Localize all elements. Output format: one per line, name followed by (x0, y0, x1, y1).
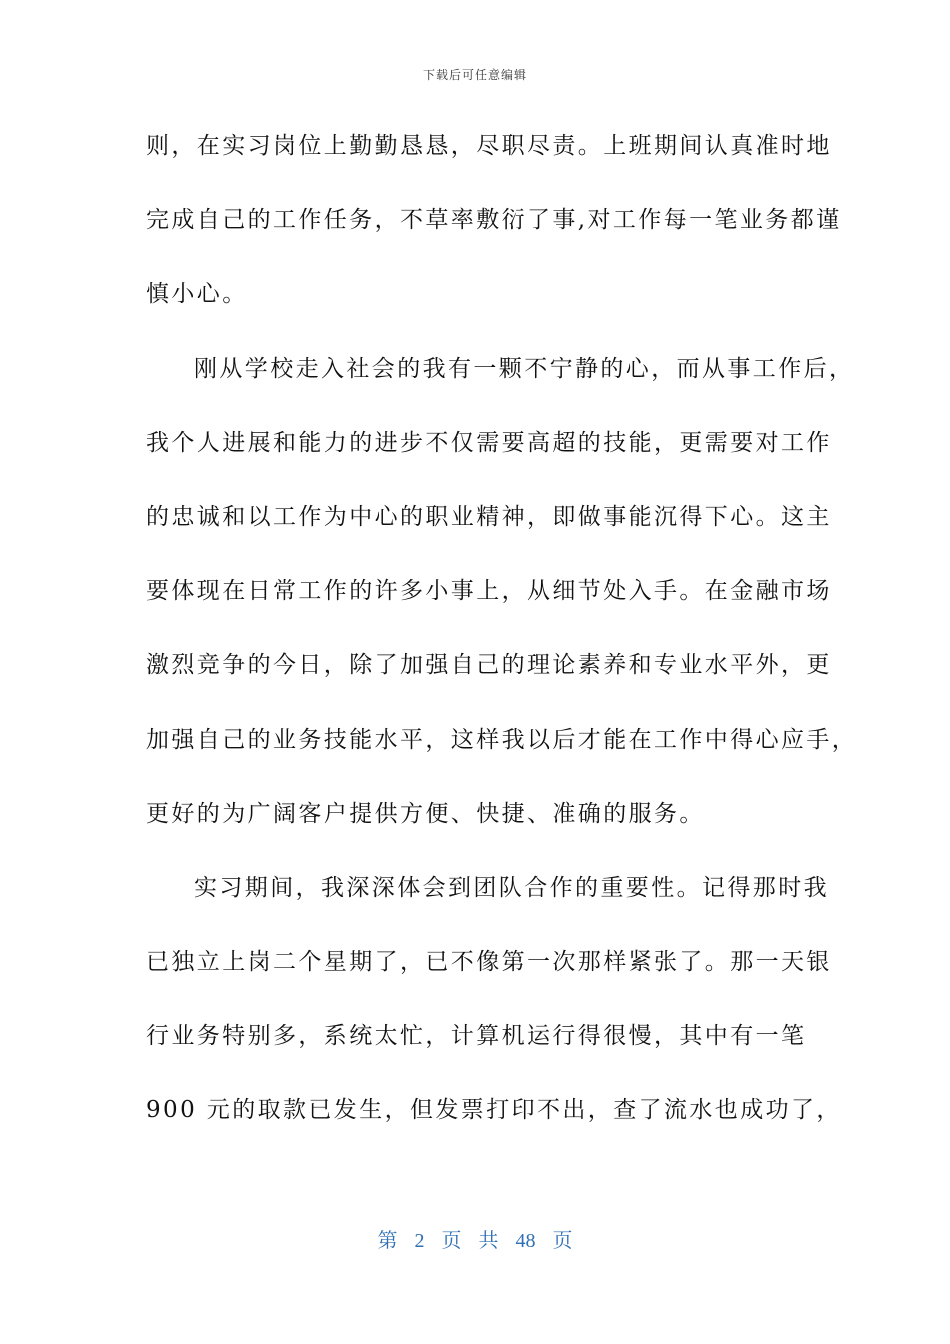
footer-total-pages: 48 (515, 1230, 536, 1252)
footer-label-pages-end: 页 (552, 1230, 573, 1252)
text-line: 激烈竞争的今日，除了加强自己的理论素养和专业水平外，更 (146, 652, 832, 679)
header-note: 下载后可任意编辑 (422, 68, 527, 82)
body-text (146, 122, 858, 1161)
text-line: 慎小心。 (146, 281, 248, 308)
text-line: 完成自己的工作任务，不草率敷衍了事,对工作每一笔业务都谨 (146, 207, 842, 234)
text-line: 行业务特别多，系统太忙，计算机运行得很慢，其中有一笔 (146, 1023, 807, 1050)
text-line: 要体现在日常工作的许多小事上，从细节处入手。在金融市场 (146, 578, 832, 605)
text-line: 我个人进展和能力的进步不仅需要高超的技能，更需要对工作 (146, 429, 832, 456)
page-footer (0, 1224, 950, 1253)
text-line: 更好的为广阔客户提供方便、快捷、准确的服务。 (146, 800, 705, 827)
text-line: 已独立上岗二个星期了，已不像第一次那样紧张了。那一天银 (146, 949, 832, 976)
text-line: 加强自己的业务技能水平，这样我以后才能在工作中得心应手， (146, 726, 858, 753)
footer-label-of: 页 (441, 1230, 462, 1252)
text-line: 900 元的取款已发生，但发票打印不出，查了流水也成功了， (146, 1097, 842, 1124)
footer-label-total: 共 (478, 1230, 499, 1252)
footer-current-page: 2 (414, 1230, 425, 1252)
text-line: 则，在实习岗位上勤勤恳恳，尽职尽责。上班期间认真准时地 (146, 133, 832, 159)
paragraph-start-line: 实习期间，我深深体会到团队合作的重要性。记得那时我 (194, 874, 829, 901)
footer-label-page: 第 (377, 1230, 398, 1252)
text-line: 的忠诚和以工作为中心的职业精神，即做事能沉得下心。这主 (146, 503, 832, 530)
paragraph-start-line: 刚从学校走入社会的我有一颗不宁静的心，而从事工作后， (194, 355, 855, 382)
